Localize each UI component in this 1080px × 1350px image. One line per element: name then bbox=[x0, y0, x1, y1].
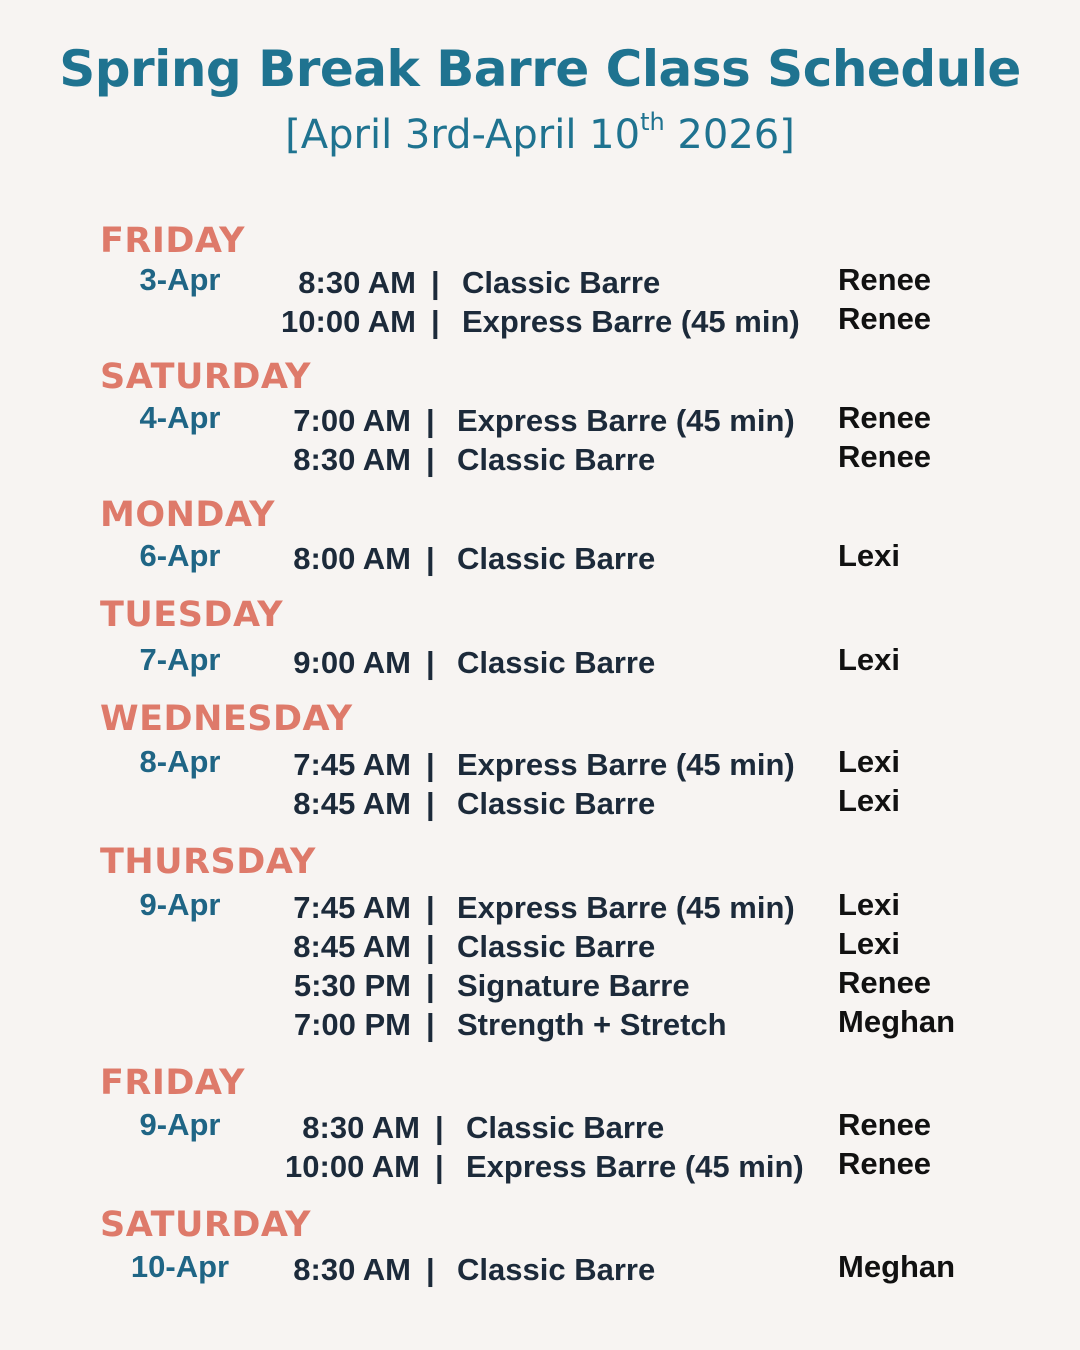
time-separator: | bbox=[426, 929, 435, 964]
instructor-name: Meghan bbox=[838, 1249, 956, 1284]
class-name: Classic Barre bbox=[457, 929, 656, 964]
page-title: Spring Break Barre Class Schedule bbox=[59, 40, 1021, 98]
class-name: Express Barre (45 min) bbox=[457, 747, 795, 782]
class-name: Classic Barre bbox=[457, 1252, 656, 1287]
time-separator: | bbox=[426, 541, 435, 576]
day-date: 4-Apr bbox=[139, 400, 221, 435]
day-label: MONDAY bbox=[100, 495, 276, 535]
instructor-name: Lexi bbox=[838, 642, 901, 677]
class-time: 7:45 AM bbox=[293, 890, 411, 925]
class-name: Classic Barre bbox=[457, 541, 656, 576]
class-name: Classic Barre bbox=[457, 442, 656, 477]
subtitle-year: 2026] bbox=[664, 112, 795, 158]
instructor-name: Renee bbox=[838, 439, 932, 474]
class-name: Signature Barre bbox=[457, 968, 690, 1003]
time-separator: | bbox=[431, 304, 440, 339]
day-date: 10-Apr bbox=[130, 1249, 230, 1284]
day-label: SATURDAY bbox=[100, 357, 311, 397]
class-name: Strength + Stretch bbox=[457, 1007, 727, 1042]
time-separator: | bbox=[426, 403, 435, 438]
subtitle-main: [April 3rd-April 10 bbox=[285, 112, 641, 158]
time-separator: | bbox=[426, 645, 435, 680]
class-time: 7:00 AM bbox=[293, 403, 411, 438]
class-time: 10:00 AM bbox=[285, 1149, 420, 1184]
class-time: 8:30 AM bbox=[293, 1252, 411, 1287]
time-separator: | bbox=[426, 786, 435, 821]
class-time: 10:00 AM bbox=[281, 304, 416, 339]
day-date: 6-Apr bbox=[139, 538, 221, 573]
class-time: 8:45 AM bbox=[293, 929, 411, 964]
time-separator: | bbox=[426, 747, 435, 782]
class-name: Classic Barre bbox=[457, 645, 656, 680]
class-time: 8:30 AM bbox=[298, 265, 416, 300]
date-range-subtitle bbox=[0, 108, 1080, 158]
day-label: WEDNESDAY bbox=[100, 699, 353, 739]
time-separator: | bbox=[435, 1110, 444, 1145]
class-name: Classic Barre bbox=[466, 1110, 665, 1145]
instructor-name: Lexi bbox=[838, 783, 901, 818]
instructor-name: Lexi bbox=[838, 538, 901, 573]
time-separator: | bbox=[426, 1252, 435, 1287]
class-time: 8:30 AM bbox=[293, 442, 411, 477]
instructor-name: Renee bbox=[838, 301, 932, 336]
class-name: Express Barre (45 min) bbox=[457, 403, 795, 438]
instructor-name: Renee bbox=[838, 262, 932, 297]
class-time: 7:00 PM bbox=[293, 1007, 411, 1042]
day-date: 7-Apr bbox=[139, 642, 221, 677]
day-label: FRIDAY bbox=[100, 221, 246, 261]
instructor-name: Lexi bbox=[838, 926, 901, 961]
class-time: 8:45 AM bbox=[293, 786, 411, 821]
time-separator: | bbox=[426, 442, 435, 477]
day-date: 8-Apr bbox=[139, 744, 221, 779]
class-time: 8:00 AM bbox=[293, 541, 411, 576]
instructor-name: Renee bbox=[838, 400, 932, 435]
instructor-name: Lexi bbox=[838, 887, 901, 922]
class-name: Express Barre (45 min) bbox=[462, 304, 800, 339]
time-separator: | bbox=[431, 265, 440, 300]
instructor-name: Renee bbox=[838, 1146, 932, 1181]
time-separator: | bbox=[426, 890, 435, 925]
instructor-name: Renee bbox=[838, 965, 932, 1000]
instructor-name: Meghan bbox=[838, 1004, 956, 1039]
class-time: 9:00 AM bbox=[293, 645, 411, 680]
class-name: Express Barre (45 min) bbox=[457, 890, 795, 925]
day-label: SATURDAY bbox=[100, 1205, 311, 1245]
subtitle-superscript: th bbox=[640, 108, 665, 136]
day-label: TUESDAY bbox=[100, 595, 284, 635]
class-name: Express Barre (45 min) bbox=[466, 1149, 804, 1184]
day-date: 9-Apr bbox=[139, 1107, 221, 1142]
day-label: THURSDAY bbox=[100, 842, 316, 882]
class-time: 8:30 AM bbox=[302, 1110, 420, 1145]
class-time: 7:45 AM bbox=[293, 747, 411, 782]
time-separator: | bbox=[426, 1007, 435, 1042]
instructor-name: Lexi bbox=[838, 744, 901, 779]
day-label: FRIDAY bbox=[100, 1063, 246, 1103]
day-date: 9-Apr bbox=[139, 887, 221, 922]
class-name: Classic Barre bbox=[457, 786, 656, 821]
instructor-name: Renee bbox=[838, 1107, 932, 1142]
class-time: 5:30 PM bbox=[293, 968, 411, 1003]
class-name: Classic Barre bbox=[462, 265, 661, 300]
day-date: 3-Apr bbox=[139, 262, 221, 297]
time-separator: | bbox=[435, 1149, 444, 1184]
time-separator: | bbox=[426, 968, 435, 1003]
